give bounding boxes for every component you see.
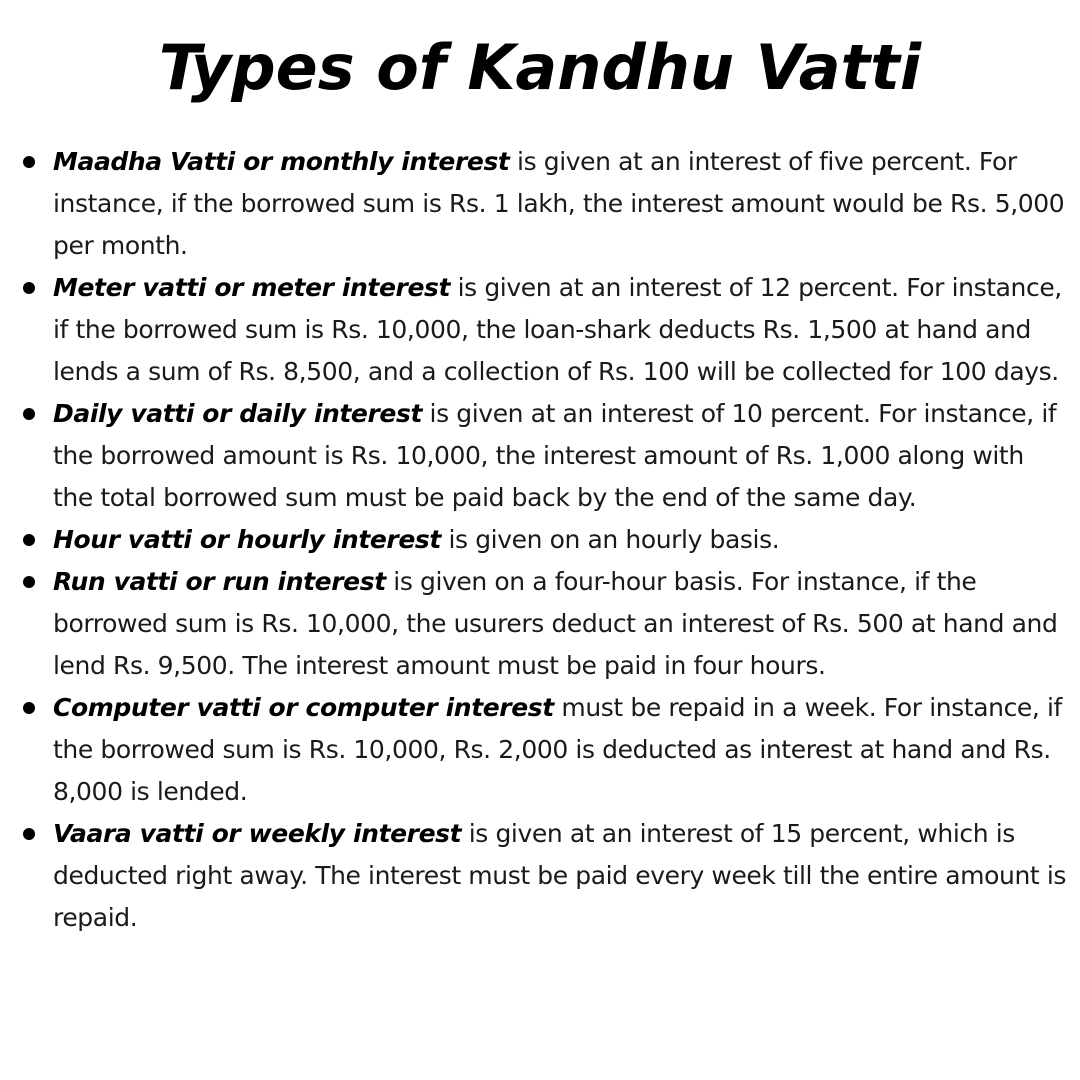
item-description: is given at an interest of 15 percent, which is deducted right away. The interest must be paid every week till the entire amount is repaid. (53, 819, 1067, 932)
item-description: must be repaid in a week. For instance, if the borrowed sum is Rs. 10,000, Rs. 2,000 is deducted as interest at hand and Rs. 8,000 is lended. (53, 693, 1062, 806)
list-item-meter-vatti (0, 267, 1080, 393)
list-item-vaara-vatti (0, 813, 1080, 939)
bullet-icon (23, 702, 35, 714)
page-title: Types of Kandhu Vatti (158, 31, 922, 104)
item-description: is given at an interest of five percent. For instance, if the borrowed sum is Rs. 1 lakh, the interest amount would be Rs. 5,000 per month. (53, 147, 1065, 260)
item-description: is given at an interest of 10 percent. For instance, if the borrowed amount is Rs. 10,000, the interest amount of Rs. 1,000 along with the total borrowed sum must be paid back by the end of the same day. (53, 399, 1057, 512)
bullet-icon (23, 282, 35, 294)
item-term: Meter vatti or meter interest (53, 273, 451, 302)
item-term: Computer vatti or computer interest (53, 693, 554, 722)
list-item-maadha-vatti (0, 141, 1080, 267)
item-description: is given on an hourly basis. (440, 525, 780, 554)
item-term: Maadha Vatti or monthly interest (53, 147, 510, 176)
interest-types-list (0, 141, 1080, 939)
list-item-computer-vatti (0, 687, 1080, 813)
bullet-icon (23, 828, 35, 840)
bullet-icon (23, 534, 35, 546)
item-term: Hour vatti or hourly interest (53, 525, 441, 554)
bullet-icon (23, 156, 35, 168)
bullet-icon (23, 408, 35, 420)
item-term: Daily vatti or daily interest (53, 399, 423, 428)
item-description: is given at an interest of 12 percent. For instance, if the borrowed sum is Rs. 10,000, the loan-shark deducts Rs. 1,500 at hand and lends a sum of Rs. 8,500, and a collection of Rs. 100 will be collected for 100 days. (53, 273, 1062, 386)
item-description: is given on a four-hour basis. For instance, if the borrowed sum is Rs. 10,000, the usurers deduct an interest of Rs. 500 at hand and lend Rs. 9,500. The interest amount must be paid in four hours. (53, 567, 1058, 680)
list-item-daily-vatti (0, 393, 1080, 519)
bullet-icon (23, 576, 35, 588)
list-item-run-vatti (0, 561, 1080, 687)
item-term: Vaara vatti or weekly interest (53, 819, 462, 848)
list-item-hour-vatti (0, 519, 1080, 561)
item-term: Run vatti or run interest (53, 567, 386, 596)
